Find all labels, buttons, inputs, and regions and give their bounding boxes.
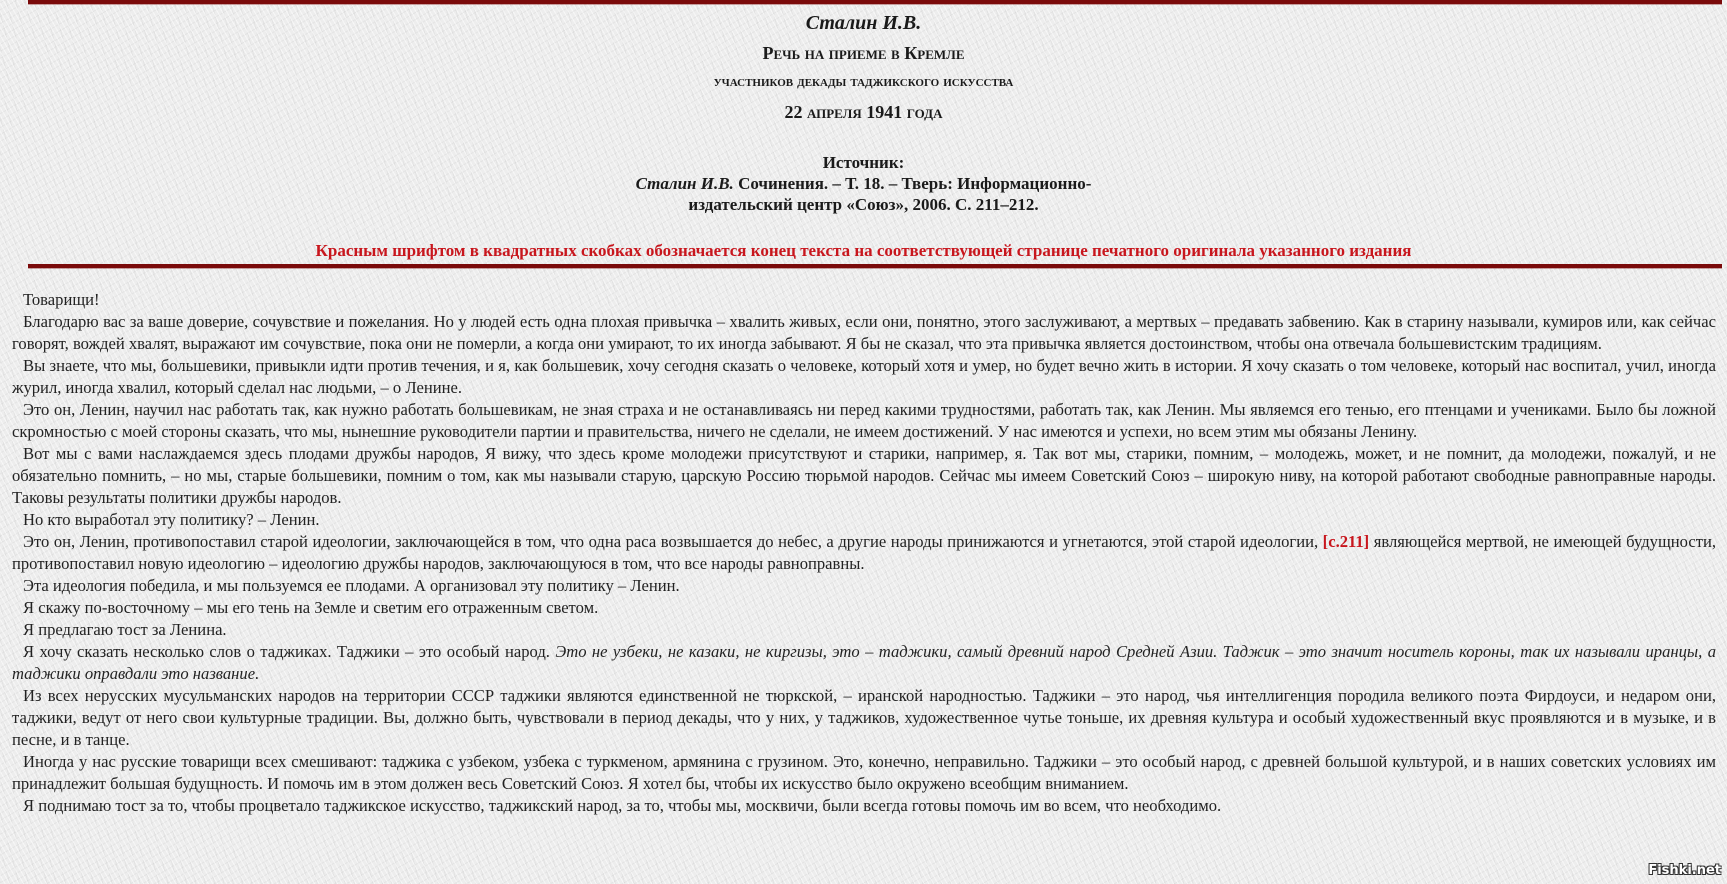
source-reference-line-2: издательский центр «Союз», 2006. С. 211–212. — [688, 195, 1039, 214]
paragraph: Вы знаете, что мы, большевики, привыкли идти против течения, и я, как большевик, хочу сегодня сказать о человеке, который хотя и умер, но будет вечно жить в истории. Я хочу сказать о том человеке, который нас воспитал, учил, иногда журил, иногда хвалил, который сделал нас людьми, – о Ленине. — [12, 356, 1716, 397]
paragraph: Я скажу по-восточному – мы его тень на Земле и светим его отраженным светом. — [23, 598, 599, 617]
source-label: Источник: — [822, 153, 905, 172]
source-block — [0, 152, 1727, 215]
source-reference-text: Сочинения. – Т. 18. – Тверь: Информационно- — [733, 174, 1092, 193]
paragraph: Но кто выработал эту политику? – Ленин. — [23, 510, 320, 529]
source-author: Сталин И.В. — [635, 174, 734, 193]
paragraph — [12, 641, 1716, 685]
paragraph: Я поднимаю тост за то, чтобы процветало таджикское искусство, таджикский народ, за то, чтобы мы, москвичи, были всегда готовы помочь им во всем, что необходимо. — [23, 796, 1222, 815]
title-date: 22 апреля 1941 года — [784, 102, 943, 122]
italic-text: Это не узбеки, не казаки, не киргизы, это – таджики, самый древний народ Средней Азии. Таджик – это значит носитель короны, так их называли иранцы, а таджики оправдали это название. — [12, 642, 1716, 683]
page-reference: [с.211] — [1322, 532, 1370, 551]
title-line-1: Речь на приеме в Кремле — [762, 43, 965, 63]
paragraph: Иногда у нас русские товарищи всех смешивают: таджика с узбеком, узбека с туркменом, армянина с грузином. Это, конечно, неправильно. Таджики – это особый народ, с древней большой культурой, и в наших советских условиях им принадлежит большая будущность. И помочь им в этом должен весь Советский Союз. Я хотел бы, чтобы их искусство было окружено всеобщим вниманием. — [12, 752, 1716, 793]
paragraph: Товарищи! — [23, 290, 100, 309]
watermark: Fishki.net — [1648, 863, 1721, 878]
author-name: Сталин И.В. — [805, 12, 922, 34]
title-line-2: участников декады таджикского искусства — [713, 73, 1014, 90]
paragraph: Я предлагаю тост за Ленина. — [23, 620, 227, 639]
paragraph — [12, 531, 1716, 575]
header-divider — [28, 264, 1722, 268]
paragraph: Эта идеология победила, и мы пользуемся ее плодами. А организовал эту политику – Ленин. — [23, 576, 680, 595]
paragraph: Это он, Ленин, научил нас работать так, как нужно работать большевикам, не зная страха и не останавливаясь ни перед какими трудностями, работать так, как Ленин. Мы являемся его тенью, его птенцами и учениками. Было бы ложной скромностью с моей стороны сказать, что мы, нынешние руководители партии и правительства, ничего не сделали, не имеем достижений. У нас имеются и успехи, но всем этим мы обязаны Ленину. — [12, 400, 1716, 441]
paragraph-text: Я хочу сказать несколько слов о таджиках. Таджики – это особый народ. — [23, 642, 556, 661]
paragraph-text: Это он, Ленин, противопоставил старой идеологии, заключающейся в том, что одна раса возвышается до небес, а другие народы принижаются и угнетаются, этой старой идеологии, — [23, 532, 1323, 551]
paragraph-text: являющейся мертвой, не имеющей будущности, противопоставил новую идеологию – идеологию дружбы народов, заключающуюся в том, что все народы равноправны. — [12, 532, 1716, 573]
page-ref-note: Красным шрифтом в квадратных скобках обозначается конец текста на соответствующей странице печатного оригинала указанного издания — [315, 241, 1412, 260]
speech-text — [12, 289, 1716, 817]
paragraph: Из всех нерусских мусульманских народов на территории СССР таджики являются единственной не тюркской, – иранской народностью. Таджики – это народ, чья интеллигенция породила великого поэта Фирдоуси, и недаром они, таджики, ведут от него свои культурные традиции. Вы, должно быть, чувствовали в период декады, что у них, у таджиков, художественное чутье тоньше, их древняя культура и особый художественный вкус проявляются и в музыке, и в песне, и в танце. — [12, 686, 1716, 749]
source-reference-line-1 — [0, 173, 1727, 194]
paragraph: Вот мы с вами наслаждаемся здесь плодами дружбы народов, Я вижу, что здесь кроме молодежи присутствуют и старики, например, я. Так вот мы, старики, помним, – молодежь, может, и не помнит, да молодежи, пожалуй, и не обязательно помнить, – но мы, старые большевики, помним о том, как мы называли старую, царскую Россию тюрьмой народов. Сейчас мы имеем Советский Союз – широкую ниву, на которой работают свободные равноправные народы. Таковы результаты политики дружбы народов. — [12, 444, 1716, 507]
paragraph: Благодарю вас за ваше доверие, сочувствие и пожелания. Но у людей есть одна плохая привычка – хвалить живых, если они, понятно, этого заслуживают, а мертвых – предавать забвению. Как в старину называли, кумиров или, как сейчас говорят, вождей хвалят, выражают им сочувствие, пока они не померли, а когда они умирают, то их иногда забывают. Я бы не сказал, что эта привычка является достоинством, чтобы она отвечала большевистским традициям. — [12, 312, 1716, 353]
top-divider — [28, 0, 1722, 4]
